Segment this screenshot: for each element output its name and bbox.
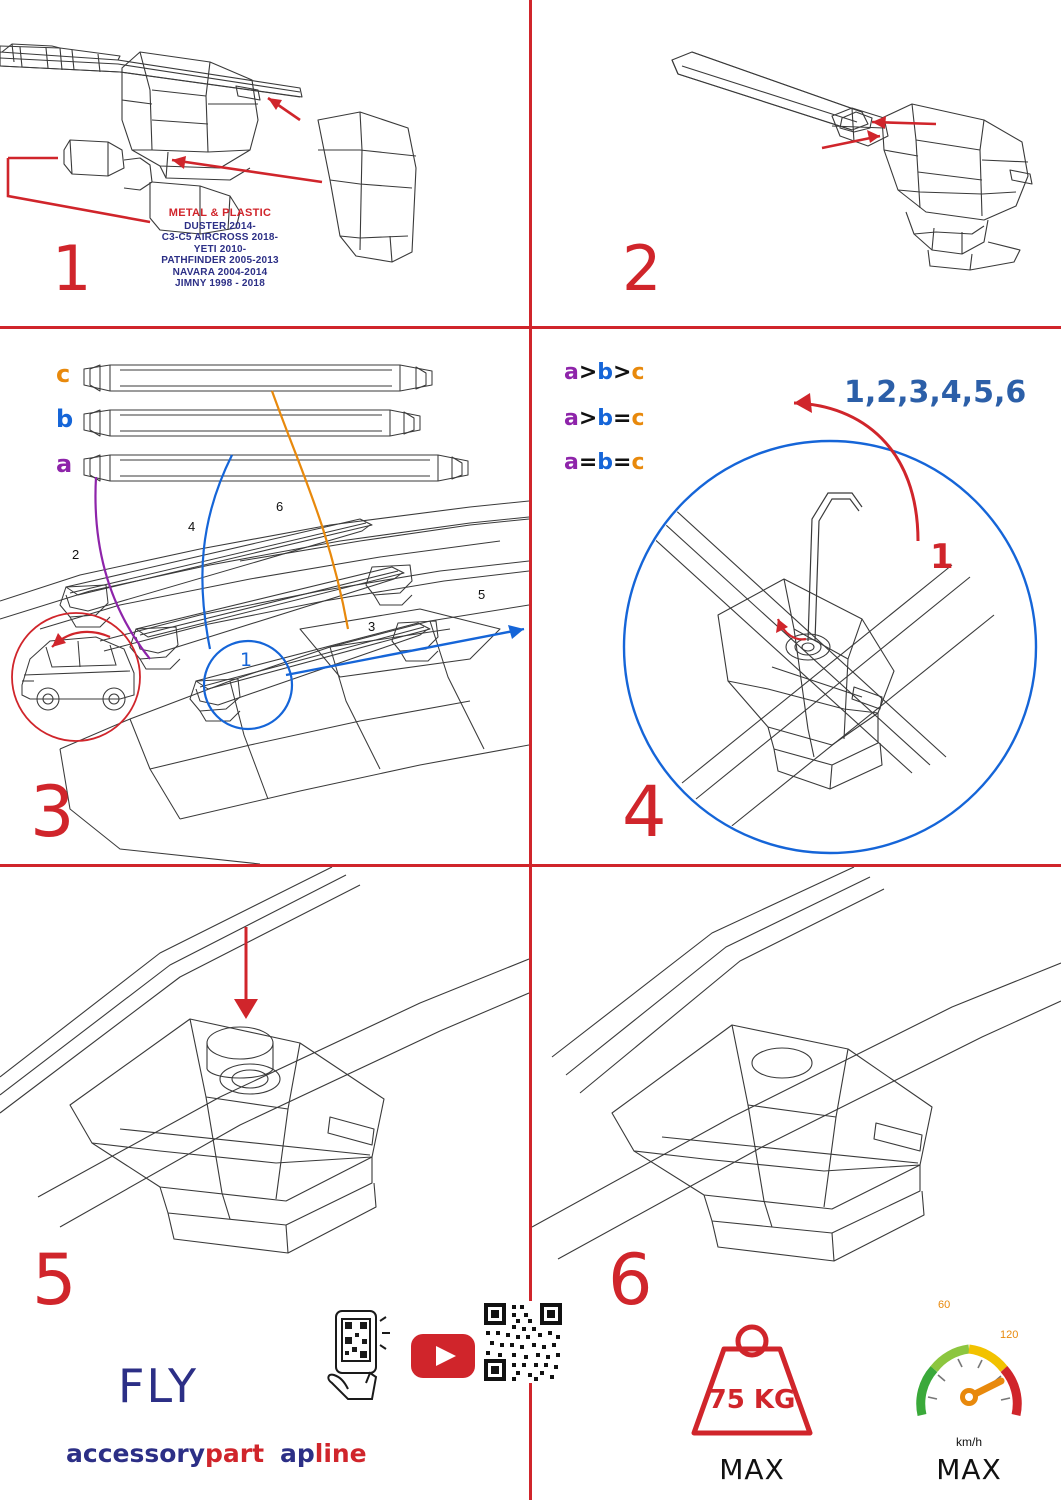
vehicle-item: JIMNY 1998 - 2018 [175,278,265,290]
eq2-right: c [631,406,645,431]
callout-2: 2 [72,547,80,562]
max-load-label: MAX [719,1453,785,1486]
bar-label-b: b [56,405,74,433]
max-load-value: 75 KG [708,1385,796,1415]
step-number-5: 5 [32,1239,76,1321]
step2-illustration [532,0,1061,326]
eq2-op1: > [578,406,598,431]
step5-illustration [0,867,529,1287]
eq1-mid: b [597,360,614,385]
youtube-icon[interactable] [410,1333,476,1379]
tighten-sequence-label: 1,2,3,4,5,6 [844,375,1027,410]
phone-scan-icon [322,1307,398,1405]
panel-step-2 [532,0,1061,326]
eq3-op1: = [578,450,598,475]
panel-step-5 [0,867,529,1500]
vehicle-item: PATHFINDER 2005-2013 [161,255,279,267]
fly-title: FLY [118,1359,199,1413]
callout-6: 6 [276,499,284,514]
step-number-6: 6 [608,1239,652,1321]
brand-line [66,1439,367,1468]
metal-plastic-note [120,208,320,290]
brand-line-suffix: line [314,1439,367,1468]
max-speed-label: MAX [936,1453,1002,1486]
eq2-mid: b [597,406,614,431]
eq3-op2: = [613,450,632,475]
callout-5: 5 [478,587,486,602]
callout-3: 3 [368,619,376,634]
panel-step-1 [0,0,529,326]
brand-accessory: accessory [66,1439,206,1468]
vehicle-item: YETI 2010- [193,243,247,255]
vehicle-item: NAVARA 2004-2014 [172,266,268,278]
step-number-3: 3 [30,771,74,853]
eq3-mid: b [597,450,614,475]
brand-ap: ap [279,1439,315,1468]
step-number-2: 2 [622,232,661,305]
vehicle-item: C3-C5 AIRCROSS 2018- [161,232,279,244]
step6-illustration [532,867,1061,1287]
brand-part: part [205,1439,265,1468]
metal-plastic-title: METAL & PLASTIC [168,207,272,219]
bar-label-a: a [56,450,73,478]
step-number-1: 1 [52,232,91,305]
panel-step-3 [0,329,529,864]
eq2-left: a [564,406,579,431]
eq3-right: c [631,450,645,475]
callout-1: 1 [240,649,253,671]
step-number-4: 4 [622,771,666,853]
vehicle-list [120,221,320,290]
vehicle-item: DUSTER 2014- [184,220,256,232]
eq1-op2: > [613,360,632,385]
eq1-op1: > [578,360,598,385]
eq1-left: a [564,360,579,385]
gauge-tick-120: 120 [1000,1329,1019,1341]
eq1-right: c [631,360,645,385]
callout-4: 4 [188,519,196,534]
panel-step-6 [532,867,1061,1500]
bar-label-c: c [56,360,71,388]
weight-icon [682,1319,822,1439]
eq3-left: a [564,450,579,475]
speed-unit-label: km/h [955,1435,982,1449]
gauge-tick-60: 60 [938,1299,951,1311]
panel-step-4 [532,329,1061,864]
step3-illustration [0,329,529,864]
torque-step-1: 1 [930,537,954,577]
eq2-op2: = [613,406,632,431]
